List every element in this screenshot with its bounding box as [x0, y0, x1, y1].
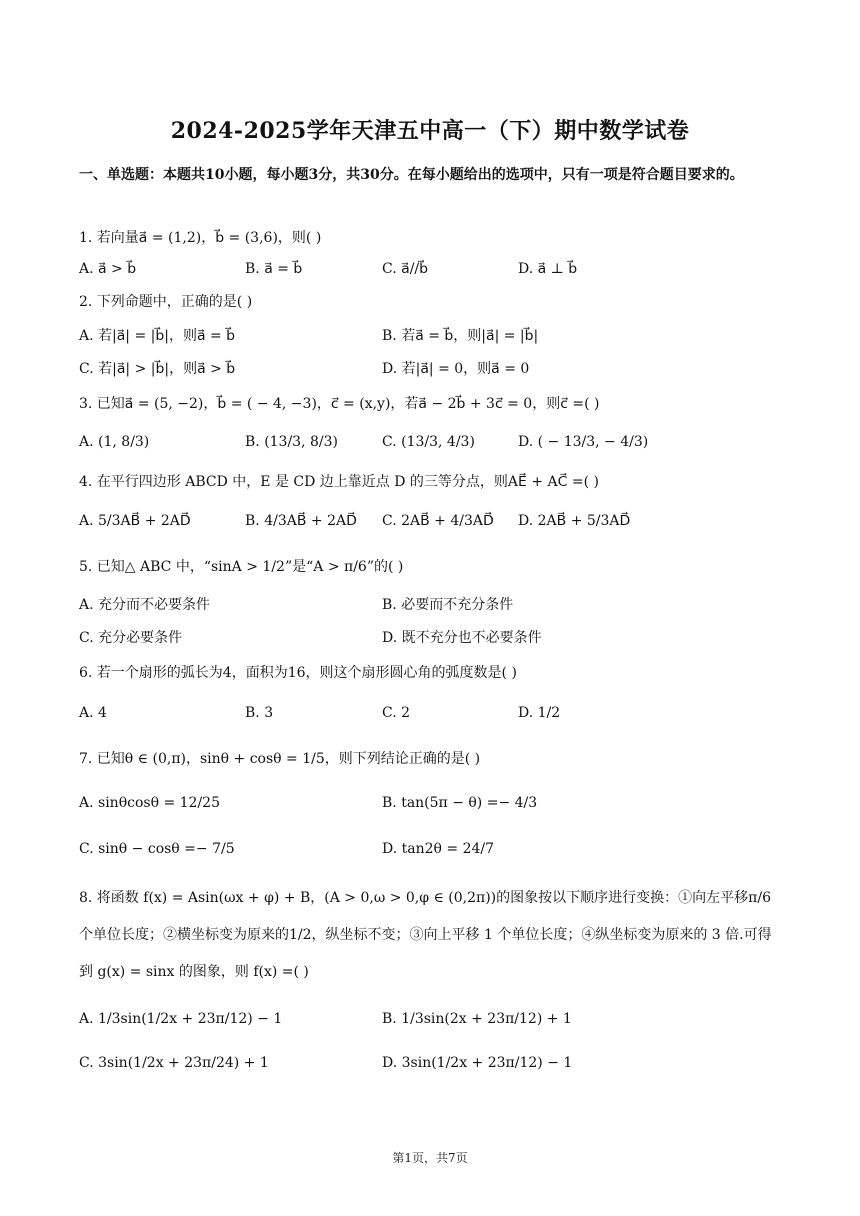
question-1-option-c: C. a⃗//b⃗ [382, 261, 429, 277]
question-6-stem: 6. 若一个扇形的弧长为4，面积为16，则这个扇形圆心角的弧度数是( ) [79, 665, 517, 681]
question-2-stem: 2. 下列命题中，正确的是( ) [79, 294, 253, 310]
question-3-option-d: D. ( − 13/3, − 4/3) [518, 434, 649, 450]
question-6-option-c: C. 2 [382, 705, 411, 721]
question-4-option-a: A. 5/3AB⃗ + 2AD⃗ [79, 513, 191, 529]
question-3-option-a: A. (1, 8/3) [79, 434, 150, 450]
question-1-stem: 1. 若向量a⃗ = (1,2)，b⃗ = (3,6)，则( ) [79, 230, 322, 246]
question-8-option-a: A. 1/3sin(1/2x + 23π/12) − 1 [79, 1011, 283, 1027]
question-5-stem: 5. 已知△ ABC 中，“sinA > 1/2”是“A > π/6”的( ) [79, 559, 404, 575]
question-7-option-b: B. tan(5π − θ) =− 4/3 [382, 795, 538, 811]
page-footer: 第1页，共7页 [392, 1151, 468, 1165]
question-7-option-c: C. sinθ − cosθ =− 7/5 [79, 841, 235, 857]
question-4-option-d: D. 2AB⃗ + 5/3AD⃗ [518, 513, 631, 529]
question-4-option-b: B. 4/3AB⃗ + 2AD⃗ [245, 513, 357, 529]
question-4-stem: 4. 在平行四边形 ABCD 中，E 是 CD 边上靠近点 D 的三等分点，则AE⃗ + AC⃗ =( ) [79, 474, 599, 490]
question-5-option-d: D. 既不充分也不必要条件 [382, 630, 542, 646]
question-6-option-d: D. 1/2 [518, 705, 561, 721]
question-5-option-b: B. 必要而不充分条件 [382, 597, 514, 613]
question-2-option-d: D. 若|a⃗| = 0，则a⃗ = 0 [382, 361, 530, 377]
question-7-option-d: D. tan2θ = 24/7 [382, 841, 495, 857]
question-8-option-c: C. 3sin(1/2x + 23π/24) + 1 [79, 1055, 269, 1071]
page-title: 2024-2025学年天津五中高一（下）期中数学试卷 [170, 118, 690, 144]
question-2-option-b: B. 若a⃗ = b⃗，则|a⃗| = |b⃗| [382, 328, 539, 344]
question-3-stem: 3. 已知a⃗ = (5, −2)，b⃗ = ( − 4, −3)，c⃗ = (x,y)，若a⃗ − 2b⃗ + 3c⃗ = 0，则c⃗ =( ) [79, 396, 600, 412]
question-3-option-c: C. (13/3, 4/3) [382, 434, 475, 450]
question-7-option-a: A. sinθcosθ = 12/25 [79, 795, 220, 811]
section-heading: 一、单选题：本题共10小题，每小题3分，共30分。在每小题给出的选项中，只有一项是符合题目要求的。 [79, 167, 744, 183]
question-5-option-c: C. 充分必要条件 [79, 630, 183, 646]
question-3-option-b: B. (13/3, 8/3) [245, 434, 338, 450]
question-1-option-a: A. a⃗ > b⃗ [79, 261, 137, 277]
question-1-option-d: D. a⃗ ⊥ b⃗ [518, 261, 578, 277]
question-5-option-a: A. 充分而不必要条件 [79, 597, 211, 613]
question-6-option-b: B. 3 [245, 705, 274, 721]
question-6-option-a: A. 4 [79, 705, 107, 721]
question-7-stem: 7. 已知θ ∈ (0,π)，sinθ + cosθ = 1/5，则下列结论正确的是( ) [79, 751, 481, 767]
question-2-option-a: A. 若|a⃗| = |b⃗|，则a⃗ = b⃗ [79, 328, 236, 344]
question-2-option-c: C. 若|a⃗| > |b⃗|，则a⃗ > b⃗ [79, 361, 236, 377]
question-4-option-c: C. 2AB⃗ + 4/3AD⃗ [382, 513, 494, 529]
question-1-option-b: B. a⃗ = b⃗ [245, 261, 303, 277]
question-8-option-d: D. 3sin(1/2x + 23π/12) − 1 [382, 1055, 573, 1071]
question-8-stem: 8. 将函数 f(x) = Asin(ωx + φ) + B，(A > 0,ω > 0,φ ∈ (0,2π))的图象按以下顺序进行变换：①向左平移π/6个单位长度；②横坐标变为原来的1/2，纵坐标不变；③向上平移 1 个单位长度；④纵坐标变为原来的 3 倍.可得到 g(x) = sinx 的图象，则 f(x) =( ) [79, 890, 772, 980]
question-8-option-b: B. 1/3sin(2x + 23π/12) + 1 [382, 1011, 572, 1027]
